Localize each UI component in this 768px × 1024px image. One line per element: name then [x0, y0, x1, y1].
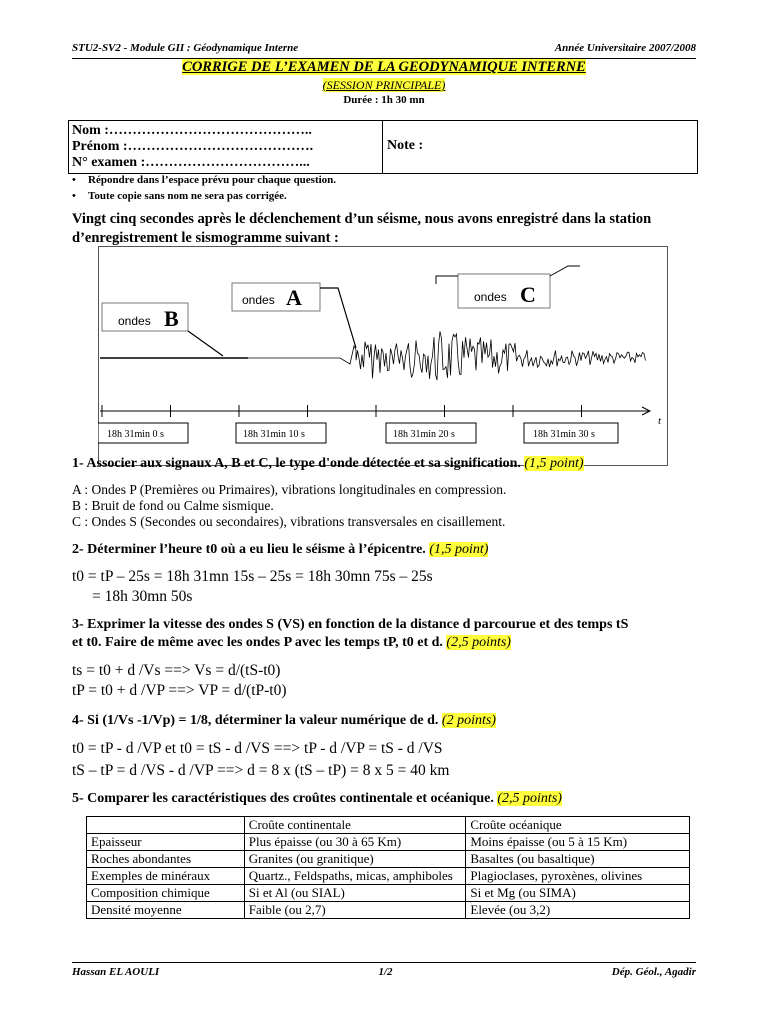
- callout-b-letter: B: [164, 306, 179, 331]
- nom-field[interactable]: Nom :……………………………………..: [72, 123, 312, 138]
- page-title: CORRIGE DE L’EXAMEN DE LA GEODYNAMIQUE INTERNE: [182, 59, 586, 75]
- note-field[interactable]: Note :: [387, 138, 424, 153]
- table-cell: Exemples de minéraux: [87, 868, 245, 885]
- table-row: [87, 834, 690, 851]
- callout-a-letter: A: [286, 285, 302, 310]
- exam-duration: Durée : 1h 30 mn: [343, 94, 425, 106]
- q3-equation-2: tP = t0 + d /VP ==> VP = d/(tP-t0): [72, 682, 287, 699]
- q1-heading: 1- Associer aux signaux A, B et C, le type d'onde détectée et sa signification. (1,5 point): [72, 456, 584, 471]
- table-cell: Epaisseur: [87, 834, 245, 851]
- prenom-field[interactable]: Prénom :………………………………….: [72, 139, 314, 154]
- q2-equation-2: = 18h 30mn 50s: [92, 588, 193, 605]
- page-footer: [72, 966, 696, 978]
- student-fields: [69, 121, 383, 173]
- table-header-cell: Croûte continentale: [244, 817, 466, 834]
- q4-heading: 4- Si (1/Vs -1/Vp) = 1/8, déterminer la valeur numérique de d. (2 points): [72, 713, 496, 728]
- q2-equation-1: t0 = tP – 25s = 18h 31mn 15s – 25s = 18h 30mn 75s – 25s: [72, 568, 433, 585]
- q2-heading: 2- Déterminer l’heure t0 où a eu lieu le séisme à l’épicentre. (1,5 point): [72, 542, 489, 557]
- table-cell: Faible (ou 2,7): [244, 902, 466, 919]
- q3-heading-2: et t0. Faire de même avec les ondes P avec les temps tP, t0 et d. (2,5 points): [72, 635, 511, 650]
- callout-c-label: ondes: [474, 290, 507, 304]
- table-cell: Si et Mg (ou SIMA): [466, 885, 690, 902]
- footer-department: Dép. Géol., Agadir: [611, 966, 696, 978]
- table-cell: Elevée (ou 3,2): [466, 902, 690, 919]
- page-header: [72, 42, 696, 54]
- q1-answer-a: A : Ondes P (Premières ou Primaires), vibrations longitudinales en compression.: [72, 482, 507, 497]
- table-cell: Granites (ou granitique): [244, 851, 466, 868]
- q4-points: (2 points): [441, 713, 496, 728]
- header-course: STU2-SV2 - Module GII : Géodynamique Interne: [72, 42, 299, 54]
- instruction-2: • Toute copie sans nom ne sera pas corrigée.: [72, 190, 287, 202]
- q1-answer-b: B : Bruit de fond ou Calme sismique.: [72, 498, 274, 513]
- time-axis-label: t: [658, 415, 662, 427]
- table-row: [87, 885, 690, 902]
- callout-b-label: ondes: [118, 314, 151, 328]
- table-cell: Basaltes (ou basaltique): [466, 851, 690, 868]
- time-label-0: 18h 31min 0 s: [107, 429, 164, 440]
- table-header-cell: Croûte océanique: [466, 817, 690, 834]
- q1-answer-c: C : Ondes S (Secondes ou secondaires), vibrations transversales en cisaillement.: [72, 514, 506, 529]
- seismogram-figure: [98, 246, 668, 466]
- q5-points: (2,5 points): [497, 791, 562, 806]
- crust-comparison-table: [86, 816, 690, 919]
- student-id-box: [68, 120, 698, 174]
- table-cell: Si et Al (ou SIAL): [244, 885, 466, 902]
- table-cell: Roches abondantes: [87, 851, 245, 868]
- bullet-icon: •: [72, 174, 76, 186]
- table-cell: Moins épaisse (ou 5 à 15 Km): [466, 834, 690, 851]
- table-cell: Plagioclases, pyroxènes, olivines: [466, 868, 690, 885]
- table-row: [87, 851, 690, 868]
- q2-points: (1,5 point): [429, 542, 489, 557]
- table-cell: Composition chimique: [87, 885, 245, 902]
- table-row: [87, 902, 690, 919]
- header-year: Année Universitaire 2007/2008: [554, 42, 696, 54]
- footer-rule: [72, 962, 696, 963]
- bullet-icon: •: [72, 190, 76, 202]
- intro-text: Vingt cinq secondes après le déclenchement d’un séisme, nous avons enregistré dans la station d’enregistrement le sismogramme suivant :: [72, 211, 652, 246]
- q1-points: (1,5 point): [524, 456, 584, 471]
- table-cell: Densité moyenne: [87, 902, 245, 919]
- q4-equation-2: tS – tP = d /VS - d /VP ==> d = 8 x (tS – tP) = 8 x 5 = 40 km: [72, 762, 450, 779]
- footer-page-number: 1/2: [378, 966, 393, 978]
- table-cell: Quartz., Feldspaths, micas, amphiboles: [244, 868, 466, 885]
- table-cell: Plus épaisse (ou 30 à 65 Km): [244, 834, 466, 851]
- instruction-1: • Répondre dans l’espace prévu pour chaque question.: [72, 174, 337, 186]
- table-header-row: [87, 817, 690, 834]
- q4-equation-1: t0 = tP - d /VP et t0 = tS - d /VS ==> tP - d /VP = tS - d /VS: [72, 740, 443, 757]
- callout-c-letter: C: [520, 282, 536, 307]
- session-label: (SESSION PRINCIPALE): [322, 78, 446, 92]
- time-label-3: 18h 31min 30 s: [533, 429, 595, 440]
- footer-author: Hassan EL AOULI: [72, 966, 160, 978]
- table-row: [87, 868, 690, 885]
- q3-heading-1: 3- Exprimer la vitesse des ondes S (VS) en fonction de la distance d parcourue et des temps tS: [72, 617, 629, 632]
- table-header-cell: [87, 817, 245, 834]
- q5-heading: 5- Comparer les caractéristiques des croûtes continentale et océanique. (2,5 points): [72, 791, 562, 806]
- time-label-1: 18h 31min 10 s: [243, 429, 305, 440]
- time-label-2: 18h 31min 20 s: [393, 429, 455, 440]
- q3-points: (2,5 points): [446, 635, 511, 650]
- q3-equation-1: ts = t0 + d /Vs ==> Vs = d/(tS-t0): [72, 662, 281, 679]
- exam-number-field[interactable]: N° examen :……………………………...: [72, 155, 310, 170]
- callout-a-label: ondes: [242, 293, 275, 307]
